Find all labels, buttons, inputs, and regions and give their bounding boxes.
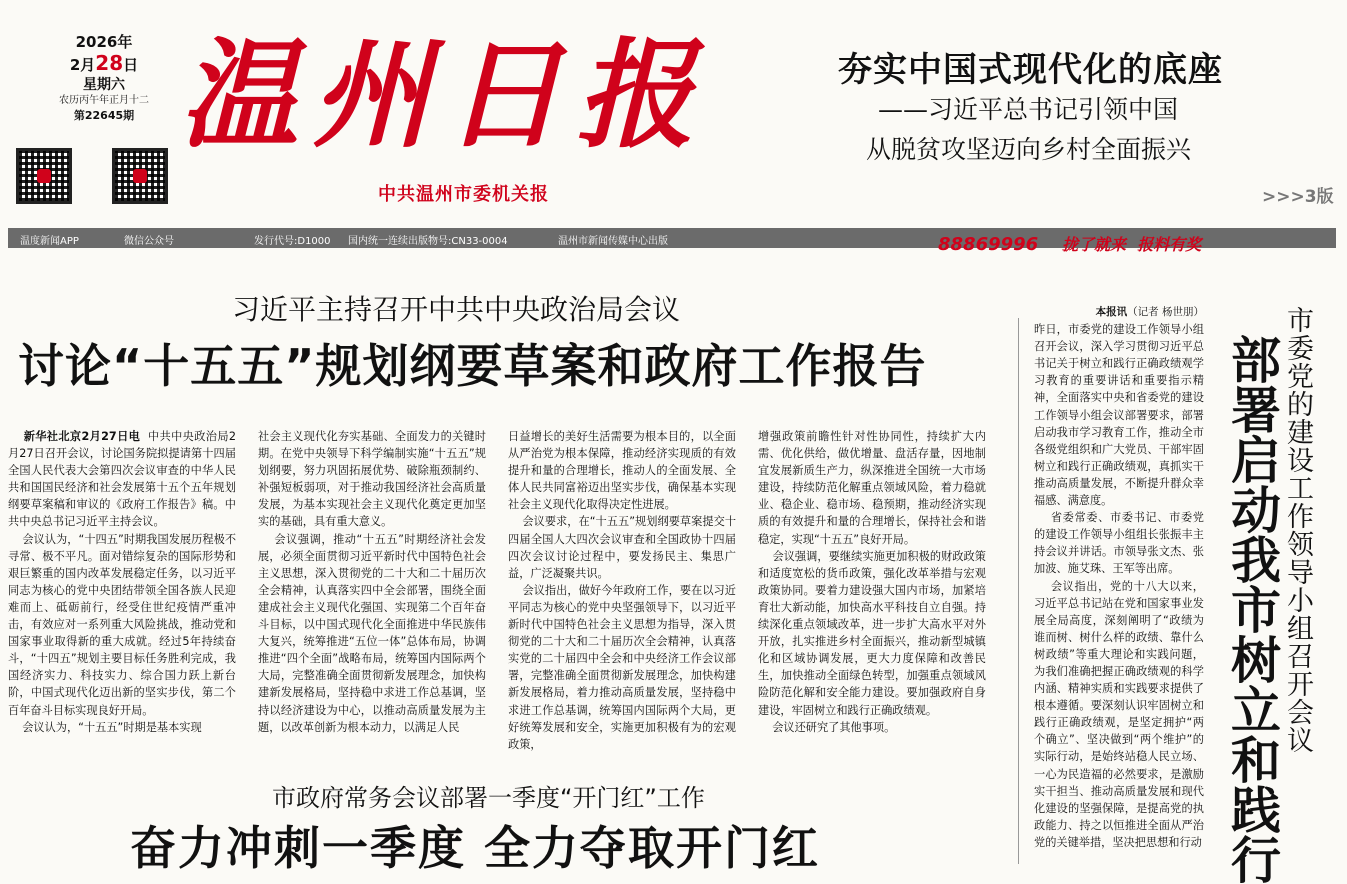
paragraph: 会议要求，在“十五五”规划纲要草案提交十四届全国人大四次会议审查和全国政协十四届四次会议讨论过程中，要发扬民主、集思广益，广泛凝聚共识。 bbox=[508, 515, 737, 580]
paragraph: 会议指出，党的十八大以来，习近平总书记站在党和国家事业发展全局高度，深刻阐明了“政绩为谁而树、树什么样的政绩、靠什么树政绩”等重大理论和实践问题，为我们准确把握正确政绩观的科学内涵、精神实质和实践要求提供了根本遵循。要深刻认识牢固树立和践行正确政绩观，是坚定拥护“两个确立”、坚决做到“两个维护”的实际行动，是始终站稳人民立场、一心为民造福的必然要求，是激励实干担当、推动高质量发展和现代化建设的坚强保障，是提高党的执政能力、持之以恒推进全面从严治党的关键举措，坚决把思想和行动 bbox=[1034, 579, 1204, 849]
promo-subtitle-2: 从脱贫攻坚迈向乡村全面振兴 bbox=[866, 135, 1192, 164]
paragraph: 日益增长的美好生活需要为根本目的，以全面从严治党为根本保障，推动经济实现质的有效提升和量的合理增长，推动人的全面发展、全体人民共同富裕迈出坚实步伐，确保基本实现社会主义现代化取得决定性进展。 bbox=[508, 430, 736, 512]
wechat-qr-code[interactable] bbox=[112, 148, 168, 204]
paragraph: 会议还研究了其他事项。 bbox=[772, 720, 896, 734]
lead-byline: 新华社北京2月27日电 bbox=[23, 430, 141, 443]
side-story-body bbox=[1034, 304, 1204, 851]
month: 2月 bbox=[69, 56, 96, 74]
publisher: 温州市新闻传媒中心出版 bbox=[558, 236, 668, 247]
paragraph: 会议指出，做好今年政府工作，要在以习近平同志为核心的党中央坚强领导下，以习近平新时代中国特色社会主义思想为指导，深入贯彻党的二十大和二十届历次全会精神，认真落实党的二十届四中全会和中央经济工作会议部署，完整准确全面贯彻新发展理念，加快构建新发展格局，着力推动高质量发展，坚持稳中求进工作总基调，统筹国内国际两个大局，更好统筹发展和安全，实施更加积极有为的宏观政策， bbox=[508, 583, 736, 751]
promo-subtitle-1: ——习近平总书记引领中国 bbox=[878, 95, 1179, 124]
paragraph: 省委常委、市委书记、市委党的建设工作领导小组组长张振丰主持会议并讲话。市领导张文杰、张加波、施艾珠、王军等出席。 bbox=[1034, 511, 1204, 576]
side-byline-reporter: （记者 杨世朋） bbox=[1127, 306, 1204, 318]
lead-headline[interactable]: 讨论“十五五”规划纲要草案和政府工作报告 bbox=[18, 339, 927, 393]
side-byline-label: 本报讯 bbox=[1095, 306, 1128, 318]
paragraph: 昨日，市委党的建设工作领导小组召开会议，深入学习贯彻习近平总书记关于树立和践行正确政绩观学习教育的重要讲话和重要指示精神，全面落实中央和省委党的建设工作领导小组会议部署要求，部署启动我市学习教育工作，推动全市各级党组织和广大党员、干部牢固树立和践行正确政绩观，真抓实干推动高质量发展，不断提升群众幸福感、满意度。 bbox=[1034, 323, 1204, 508]
lead-kicker: 习近平主持召开中共中央政治局会议 bbox=[232, 293, 681, 326]
promo-page-link[interactable]: >>>3版 bbox=[1262, 187, 1334, 207]
issue-number: 第22645期 bbox=[73, 109, 135, 122]
lead-column-3 bbox=[508, 428, 736, 753]
paragraph: 会议认为，“十四五”时期我国发展历程极不寻常、极不平凡。面对错综复杂的国际形势和艰巨繁重的国内改革发展稳定任务，以习近平同志为核心的党中央团结带领全国各族人民迎难而上、砥砺前行，经受住世纪疫情严重冲击，有效应对一系列重大风险挑战，推动党和国家事业取得新的重大成就。经过5年持续奋斗，“十四五”规划主要目标任务胜利完成，我国经济实力、科技实力、综合国力跃上新台阶，中国式现代化迈出新的坚实步伐，第二个百年奋斗目标实现良好开局。 bbox=[8, 532, 237, 717]
lunar-date: 农历丙午年正月十二 bbox=[59, 95, 149, 106]
day-suffix: 日 bbox=[123, 56, 139, 74]
lead-column-2 bbox=[258, 428, 486, 736]
second-kicker: 市政府常务会议部署一季度“开门红”工作 bbox=[272, 784, 705, 812]
weekday: 星期六 bbox=[83, 77, 125, 93]
tip-slogan bbox=[1062, 232, 1201, 255]
paragraph: 会议强调，推动“十五五”时期经济社会发展，必须全面贯彻习近平新时代中国特色社会主义思想，深入贯彻党的二十大和二十届历次全会精神，认真落实四中全会部署，围绕全面建成社会主义现代化强国、实现第二个百年奋斗目标，以中国式现代化全面推进中华民族伟大复兴，统筹推进“五位一体”总体布局，协调推进“四个全面”战略布局，统筹国内国际两个大局，完整准确全面贯彻新发展理念，加快构建新发展格局，坚持稳中求进工作总基调，坚持以经济建设为中心，以推动高质量发展为主题，以改革创新为根本动力，以满足人民 bbox=[258, 532, 486, 734]
slogan-b: 报料有奖 bbox=[1137, 235, 1202, 254]
date-block bbox=[38, 32, 170, 123]
promo-title[interactable]: 夯实中国式现代化的底座 bbox=[838, 50, 1223, 90]
slogan-a: 拢了就来 bbox=[1062, 235, 1127, 254]
paragraph: 社会主义现代化夯实基础、全面发力的关键时期。在党中央领导下科学编制实施“十五五”规划纲要，努力巩固拓展优势、破除瓶颈制约、补强短板弱项，对于推动我国经济社会高质量发展，为基本实现社会主义现代化奠定更加坚实的基础，具有重大意义。 bbox=[258, 430, 486, 529]
column-divider bbox=[1018, 318, 1019, 864]
paragraph: 增强政策前瞻性针对性协同性，持续扩大内需、优化供给，做优增量、盘活存量，因地制宜发展新质生产力，纵深推进全国统一大市场建设，持续防范化解重点领域风险，着力稳就业、稳企业、稳市场、稳预期，推动经济实现质的有效提升和量的合理增长，保持社会和谐稳定，实现“十五五”良好开局。 bbox=[758, 430, 986, 546]
qr-logo-icon bbox=[37, 169, 51, 183]
lead-column-1 bbox=[8, 428, 236, 736]
paragraph: 会议强调，要继续实施更加积极的财政政策和适度宽松的货币政策，强化改革举措与宏观政策协同。要着力建设强大国内市场，加紧培育壮大新动能，加快高水平科技自立自强。持续深化重点领域改革，进一步扩大高水平对外开放，扎实推进乡村全面振兴，推动新型城镇化和区域协调发展，更大力度保障和改善民生，加快推动全面绿色转型，加强重点领域风险防范化解和安全能力建设。要加强政府自身建设，牢固树立和践行正确政绩观。 bbox=[758, 549, 986, 717]
month-day bbox=[38, 52, 170, 76]
masthead-subtitle: 中共温州市委机关报 bbox=[378, 184, 549, 205]
lead-column-4 bbox=[758, 428, 986, 736]
side-headline[interactable]: 部署启动我市树立和践行 bbox=[1223, 334, 1281, 884]
masthead-logo: 温州日报 bbox=[180, 25, 709, 164]
hotline-number[interactable]: 88869996 bbox=[938, 234, 1039, 255]
app-qr-code[interactable] bbox=[16, 148, 72, 204]
qr-left-label: 温度新闻APP bbox=[20, 236, 79, 247]
publish-code: 发行代号:D1000 bbox=[254, 236, 331, 247]
year: 2026年 bbox=[75, 33, 133, 51]
cn-number: 国内统一连续出版物号:CN33-0004 bbox=[348, 236, 508, 247]
side-byline bbox=[1034, 304, 1204, 321]
qr-logo-icon bbox=[133, 169, 147, 183]
paragraph: 中共中央政治局2月27日召开会议，讨论国务院拟提请第十四届全国人民代表大会第四次会议审查的中华人民共和国国民经济和社会发展第十五个五年规划纲要草案稿和审议的《政府工作报告》稿。中共中央总书记习近平主持会议。 bbox=[8, 430, 236, 529]
paragraph: 会议认为，“十五五”时期是基本实现 bbox=[22, 720, 202, 734]
qr-right-label: 微信公众号 bbox=[124, 236, 174, 247]
day: 28 bbox=[95, 51, 124, 75]
second-headline[interactable]: 奋力冲刺一季度 全力夺取开门红 bbox=[130, 821, 821, 875]
side-kicker: 市委党的建设工作领导小组召开会议 bbox=[1282, 306, 1313, 754]
